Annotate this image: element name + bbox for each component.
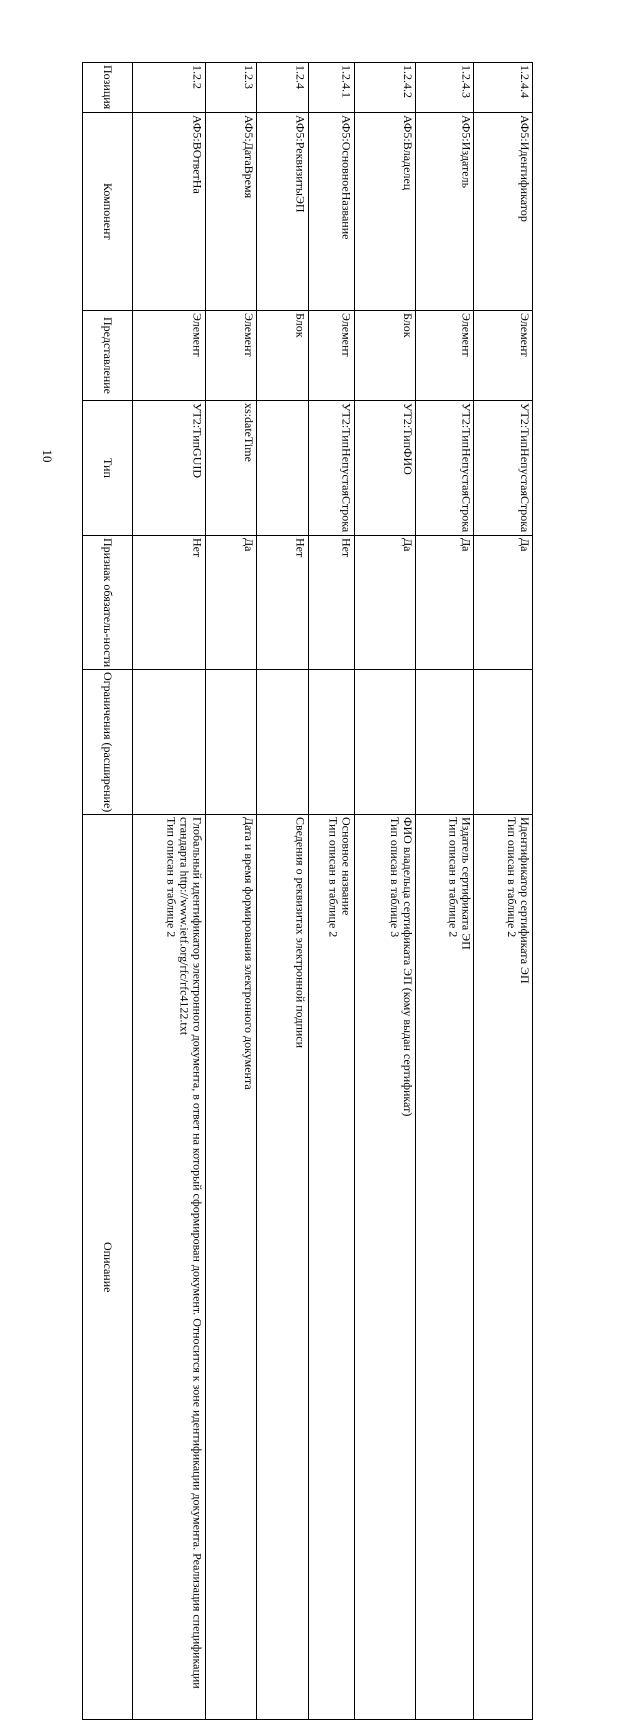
page-number: 10 xyxy=(39,446,55,466)
cell-req: Нет xyxy=(133,535,205,669)
table-row-component xyxy=(83,112,533,310)
cell-repr: Блок xyxy=(354,311,415,401)
column-header-type: Тип xyxy=(83,401,133,535)
cell-repr: Элемент xyxy=(308,311,354,401)
column-header-desc: Описание xyxy=(83,815,133,1720)
cell-type: УТ2:ТипНепустаяСтрока xyxy=(308,401,354,535)
cell-req: Да xyxy=(205,535,257,669)
cell-limits xyxy=(205,669,257,814)
cell-limits xyxy=(308,669,354,814)
cell-desc: Идентификатор сертификата ЭП Тип описан в таблице 2 xyxy=(474,815,533,1720)
cell-component: АФ5:Идентификатор xyxy=(474,112,533,310)
cell-repr: Элемент xyxy=(474,311,533,401)
cell-type: УТ2:ТипФИО xyxy=(354,401,415,535)
table-row-repr xyxy=(83,311,533,401)
table-row-type xyxy=(83,401,533,535)
table-row-desc xyxy=(83,815,533,1720)
cell-component: АФ5:ДатаВремя xyxy=(205,112,257,310)
cell-repr: Элемент xyxy=(415,311,474,401)
column-header-component: Компонент xyxy=(83,112,133,310)
cell-type: УТ2:ТипGUID xyxy=(133,401,205,535)
cell-req: Нет xyxy=(308,535,354,669)
cell-component: АФ5:РеквизитыЭП xyxy=(257,112,309,310)
cell-pos: 1.2.4 xyxy=(257,63,309,113)
cell-pos: 1.2.4.1 xyxy=(308,63,354,113)
cell-desc: Дата и время формирования электронного документа xyxy=(205,815,257,1720)
cell-req: Да xyxy=(354,535,415,669)
cell-repr: Блок xyxy=(257,311,309,401)
cell-component: АФ5:ВОтветНа xyxy=(133,112,205,310)
cell-pos: 1.2.3 xyxy=(205,63,257,113)
cell-pos: 1.2.4.4 xyxy=(474,63,533,113)
cell-repr: Элемент xyxy=(205,311,257,401)
column-header-req: Признак обязатель-ности xyxy=(83,535,133,669)
cell-limits xyxy=(415,669,474,814)
cell-req: Да xyxy=(474,535,533,669)
column-header-repr: Представление xyxy=(83,311,133,401)
cell-pos: 1.2.2 xyxy=(133,63,205,113)
cell-component: АФ5:ОсновноеНазвание xyxy=(308,112,354,310)
table-row-pos xyxy=(83,63,533,113)
table-row-limits xyxy=(83,669,533,814)
cell-desc: Глобальный идентификатор электронного документа, в ответ на который сформирован документ. Относится к зоне идентификации документа. Реализация спецификации стандарта Тип описан в таблице 2 xyxy=(133,815,205,1720)
cell-repr: Элемент xyxy=(133,311,205,401)
cell-type: УТ2:ТипНепустаяСтрока xyxy=(474,401,533,535)
column-header-limits: Ограничения (расширение) xyxy=(83,669,133,814)
cell-desc: Основное название Тип описан в таблице 2 xyxy=(308,815,354,1720)
cell-req: Да xyxy=(415,535,474,669)
column-header-pos: Позиция xyxy=(83,63,133,113)
cell-limits xyxy=(133,669,205,814)
cell-desc: ФИО владельца сертификата ЭП (кому выдан сертификат) Тип описан в таблице 3 xyxy=(354,815,415,1720)
cell-limits xyxy=(257,669,309,814)
cell-limits xyxy=(474,669,533,814)
table-row-req xyxy=(83,535,533,669)
cell-desc: Издатель сертификата ЭП Тип описан в таблице 2 xyxy=(415,815,474,1720)
cell-req: Нет xyxy=(257,535,309,669)
rotated-table-wrapper xyxy=(82,62,532,837)
cell-type: УТ2:ТипНепустаяСтрока xyxy=(415,401,474,535)
components-table xyxy=(82,62,533,1720)
cell-pos: 1.2.4.3 xyxy=(415,63,474,113)
cell-desc: Сведения о реквизитах электронной подписи xyxy=(257,815,309,1720)
cell-type xyxy=(257,401,309,535)
cell-component: АФ5:Издатель xyxy=(415,112,474,310)
cell-component: АФ5:Владелец xyxy=(354,112,415,310)
cell-type: xs:dateTime xyxy=(205,401,257,535)
cell-pos: 1.2.4.2 xyxy=(354,63,415,113)
cell-limits xyxy=(354,669,415,814)
